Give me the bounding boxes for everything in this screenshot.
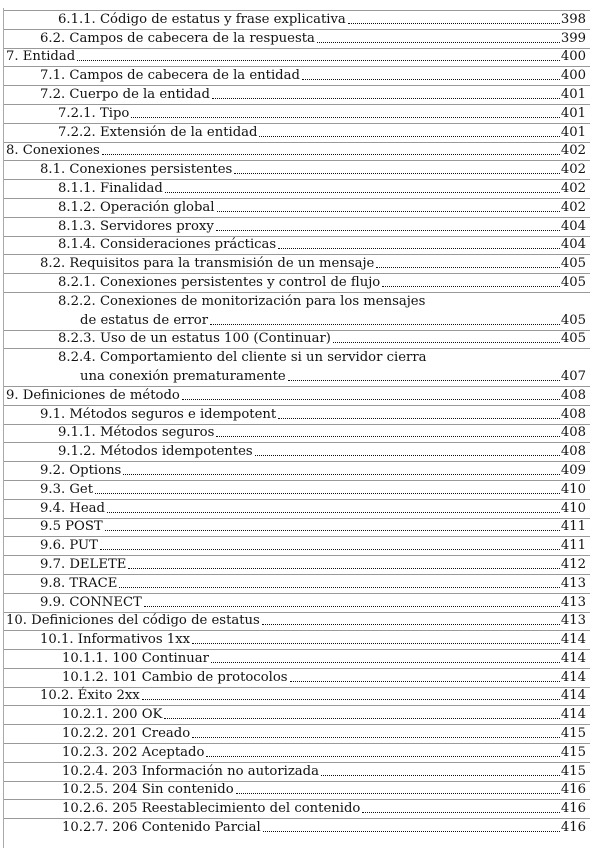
toc-entry-label: 8.1.1. Finalidad [58,180,163,196]
toc-entry[interactable] [0,593,600,612]
dot-leader [317,42,560,43]
dot-leader [144,606,560,607]
dot-leader [119,587,560,588]
dot-leader [290,681,560,682]
toc-page-number: 415 [560,763,586,779]
toc-entry-continuation[interactable] [0,367,600,386]
dot-leader [211,662,560,663]
toc-entry[interactable] [0,66,600,85]
toc-page-number: 414 [560,669,586,685]
toc-entry[interactable] [0,10,600,29]
dot-leader [165,192,560,193]
dot-leader [259,136,559,137]
toc-entry[interactable] [0,273,600,292]
toc-entry[interactable] [0,480,600,499]
dot-leader [100,549,560,550]
toc-page-number: 416 [560,782,586,798]
toc-entry[interactable] [0,160,600,179]
toc-entry-label: 8.2. Requisitos para la transmisión de un mensaje [40,256,375,272]
toc-page-number: 414 [560,632,586,648]
dot-leader [164,718,559,719]
table-of-contents [0,10,600,837]
dot-leader [192,643,560,644]
toc-entry[interactable] [0,799,600,818]
toc-page-number: 400 [560,49,586,65]
toc-entry-label: 10. Definiciones del código de estatus [6,613,260,629]
toc-entry-label: 6.2. Campos de cabecera de la respuesta [40,30,315,46]
toc-page-number: 405 [560,312,586,328]
toc-entry[interactable] [0,612,600,631]
toc-entry[interactable] [0,649,600,668]
toc-entry-label: 9.2. Options [40,462,122,478]
toc-entry[interactable] [0,555,600,574]
toc-entry-label: 8.1.2. Operación global [58,199,215,215]
toc-entry[interactable] [0,123,600,142]
toc-entry[interactable] [0,687,600,706]
toc-page-number: 398 [560,11,586,27]
dot-leader [234,173,560,174]
toc-entry[interactable] [0,254,600,273]
toc-entry[interactable] [0,424,600,443]
dot-leader [255,455,560,456]
toc-entry[interactable] [0,781,600,800]
toc-entry-label: 10.2.5. 204 Sin contenido [62,782,234,798]
dot-leader [376,267,559,268]
dot-leader [210,324,560,325]
toc-entry-label: 8.2.3. Uso de un estatus 100 (Continuar) [58,331,331,347]
toc-page-number: 416 [560,820,586,836]
toc-page-number: 401 [560,86,586,102]
toc-entry[interactable] [0,198,600,217]
dot-leader [382,286,560,287]
dot-leader [333,342,560,343]
toc-page-number: 410 [560,500,586,516]
dot-leader [212,98,560,99]
toc-page-number: 414 [560,650,586,666]
toc-page-number: 411 [560,538,586,554]
toc-entry[interactable] [0,29,600,48]
dot-leader [321,775,560,776]
dot-leader [192,737,560,738]
toc-entry-label: 9.1. Métodos seguros e idempotent [40,406,277,422]
dot-leader [77,60,560,61]
toc-entry-label: 9.9. CONNECT [40,594,142,610]
toc-page-number: 401 [560,124,586,140]
toc-entry-label: 8.2.1. Conexiones persistentes y control de flujo [58,274,381,290]
dot-leader [217,211,560,212]
dot-leader [302,79,560,80]
toc-entry-label: 10.2.6. 205 Reestablecimiento del contenido [62,801,361,817]
toc-entry[interactable] [0,743,600,762]
dot-leader [107,512,560,513]
toc-page-number: 408 [560,387,586,403]
toc-entry[interactable] [0,630,600,649]
dot-leader [288,380,560,381]
toc-entry[interactable] [0,48,600,67]
dot-leader [278,248,560,249]
dot-leader [142,699,560,700]
toc-entry-label: 7.2.2. Extensión de la entidad [58,124,258,140]
toc-page-number: 408 [560,444,586,460]
toc-entry[interactable] [0,442,600,461]
toc-entry-label: 8.2.4. Comportamiento del cliente si un servidor cierra [58,350,427,366]
dot-leader [263,831,560,832]
toc-entry-label: 8. Conexiones [6,143,100,159]
toc-entry-label: 8.1.3. Servidores proxy [58,218,214,234]
toc-entry[interactable] [0,574,600,593]
toc-page-number: 401 [560,105,586,121]
toc-entry-label: 8.2.2. Conexiones de monitorización para los mensajes [58,293,426,309]
toc-entry[interactable] [0,818,600,837]
toc-page-number: 411 [560,519,586,535]
toc-entry[interactable] [0,85,600,104]
toc-page-number: 399 [560,30,586,46]
toc-entry[interactable] [0,499,600,518]
toc-entry[interactable] [0,104,600,123]
dot-leader [131,117,559,118]
dot-leader [95,493,560,494]
toc-entry-label-continued: una conexión prematuramente [80,368,286,384]
toc-entry[interactable] [0,518,600,537]
toc-page-number: 413 [560,575,586,591]
toc-entry-label: 9.8. TRACE [40,575,118,591]
toc-page-number: 404 [560,237,586,253]
toc-entry[interactable] [0,668,600,687]
toc-entry-label: 9.3. Get [40,481,93,497]
toc-entry-label: 10.2. Éxito 2xx [40,688,140,704]
toc-page-number: 413 [560,594,586,610]
toc-entry-label: 10.1. Informativos 1xx [40,632,191,648]
toc-entry-label: 6.1.1. Código de estatus y frase explicativa [58,11,346,27]
toc-page-number: 412 [560,556,586,572]
toc-page-number: 414 [560,707,586,723]
toc-entry-label: 9.1.2. Métodos idempotentes [58,444,253,460]
toc-entry-label: 10.2.1. 200 OK [62,707,163,723]
toc-page-number: 416 [560,801,586,817]
toc-entry[interactable] [0,142,600,161]
toc-entry-label: 10.1.2. 101 Cambio de protocolos [62,669,288,685]
toc-entry-label: 7.2. Cuerpo de la entidad [40,86,210,102]
dot-leader [348,23,560,24]
toc-page-number: 408 [560,406,586,422]
toc-page-number: 415 [560,744,586,760]
toc-entry-label: 10.1.1. 100 Continuar [62,650,209,666]
toc-entry[interactable] [0,386,600,405]
toc-entry[interactable] [0,236,600,255]
toc-page-number: 408 [560,425,586,441]
toc-entry[interactable] [0,762,600,781]
dot-leader [206,756,559,757]
dot-leader [216,436,559,437]
toc-entry-label: 9.4. Head [40,500,105,516]
toc-page-number: 405 [560,331,586,347]
toc-entry-label: 7. Entidad [6,49,76,65]
toc-page-number: 400 [560,68,586,84]
dot-leader [102,154,560,155]
dot-leader [182,399,560,400]
toc-entry[interactable] [0,724,600,743]
toc-page-number: 402 [560,180,586,196]
toc-page-number: 404 [560,218,586,234]
dot-leader [362,812,559,813]
dot-leader [123,474,560,475]
toc-entry-label: 9. Definiciones de método [6,387,180,403]
toc-entry[interactable] [0,330,600,349]
toc-entry-label: 8.1. Conexiones persistentes [40,162,233,178]
toc-page-number: 405 [560,274,586,290]
toc-page-number: 409 [560,462,586,478]
toc-entry-label: 9.6. PUT [40,538,98,554]
toc-entry[interactable] [0,705,600,724]
toc-entry-label: 10.2.3. 202 Aceptado [62,744,205,760]
toc-page-number: 405 [560,256,586,272]
dot-leader [236,793,560,794]
toc-page-number: 414 [560,688,586,704]
toc-entry[interactable] [0,461,600,480]
toc-page-number: 402 [560,143,586,159]
toc-entry[interactable] [0,348,600,367]
toc-entry-label-continued: de estatus de error [80,312,209,328]
toc-entry-continuation[interactable] [0,311,600,330]
toc-entry[interactable] [0,405,600,424]
toc-entry-label: 9.7. DELETE [40,556,127,572]
toc-entry-label: 7.2.1. Tipo [58,105,130,121]
toc-page-number: 402 [560,162,586,178]
toc-entry-label: 9.5 POST [40,519,103,535]
dot-leader [262,624,560,625]
toc-entry-label: 7.1. Campos de cabecera de la entidad [40,68,300,84]
toc-entry-label: 8.1.4. Consideraciones prácticas [58,237,277,253]
dot-leader [105,530,560,531]
toc-entry-label: 10.2.4. 203 Información no autorizada [62,763,319,779]
toc-entry[interactable] [0,536,600,555]
toc-page-number: 402 [560,199,586,215]
toc-entry-label: 10.2.2. 201 Creado [62,726,191,742]
toc-page-number: 415 [560,726,586,742]
toc-entry[interactable] [0,292,600,311]
toc-entry[interactable] [0,217,600,236]
toc-page-number: 410 [560,481,586,497]
dot-leader [278,418,560,419]
toc-page-number: 413 [560,613,586,629]
toc-entry-label: 10.2.7. 206 Contenido Parcial [62,820,261,836]
toc-page-number: 407 [560,368,586,384]
dot-leader [128,568,559,569]
toc-entry-label: 9.1.1. Métodos seguros [58,425,215,441]
toc-entry[interactable] [0,179,600,198]
dot-leader [216,230,560,231]
